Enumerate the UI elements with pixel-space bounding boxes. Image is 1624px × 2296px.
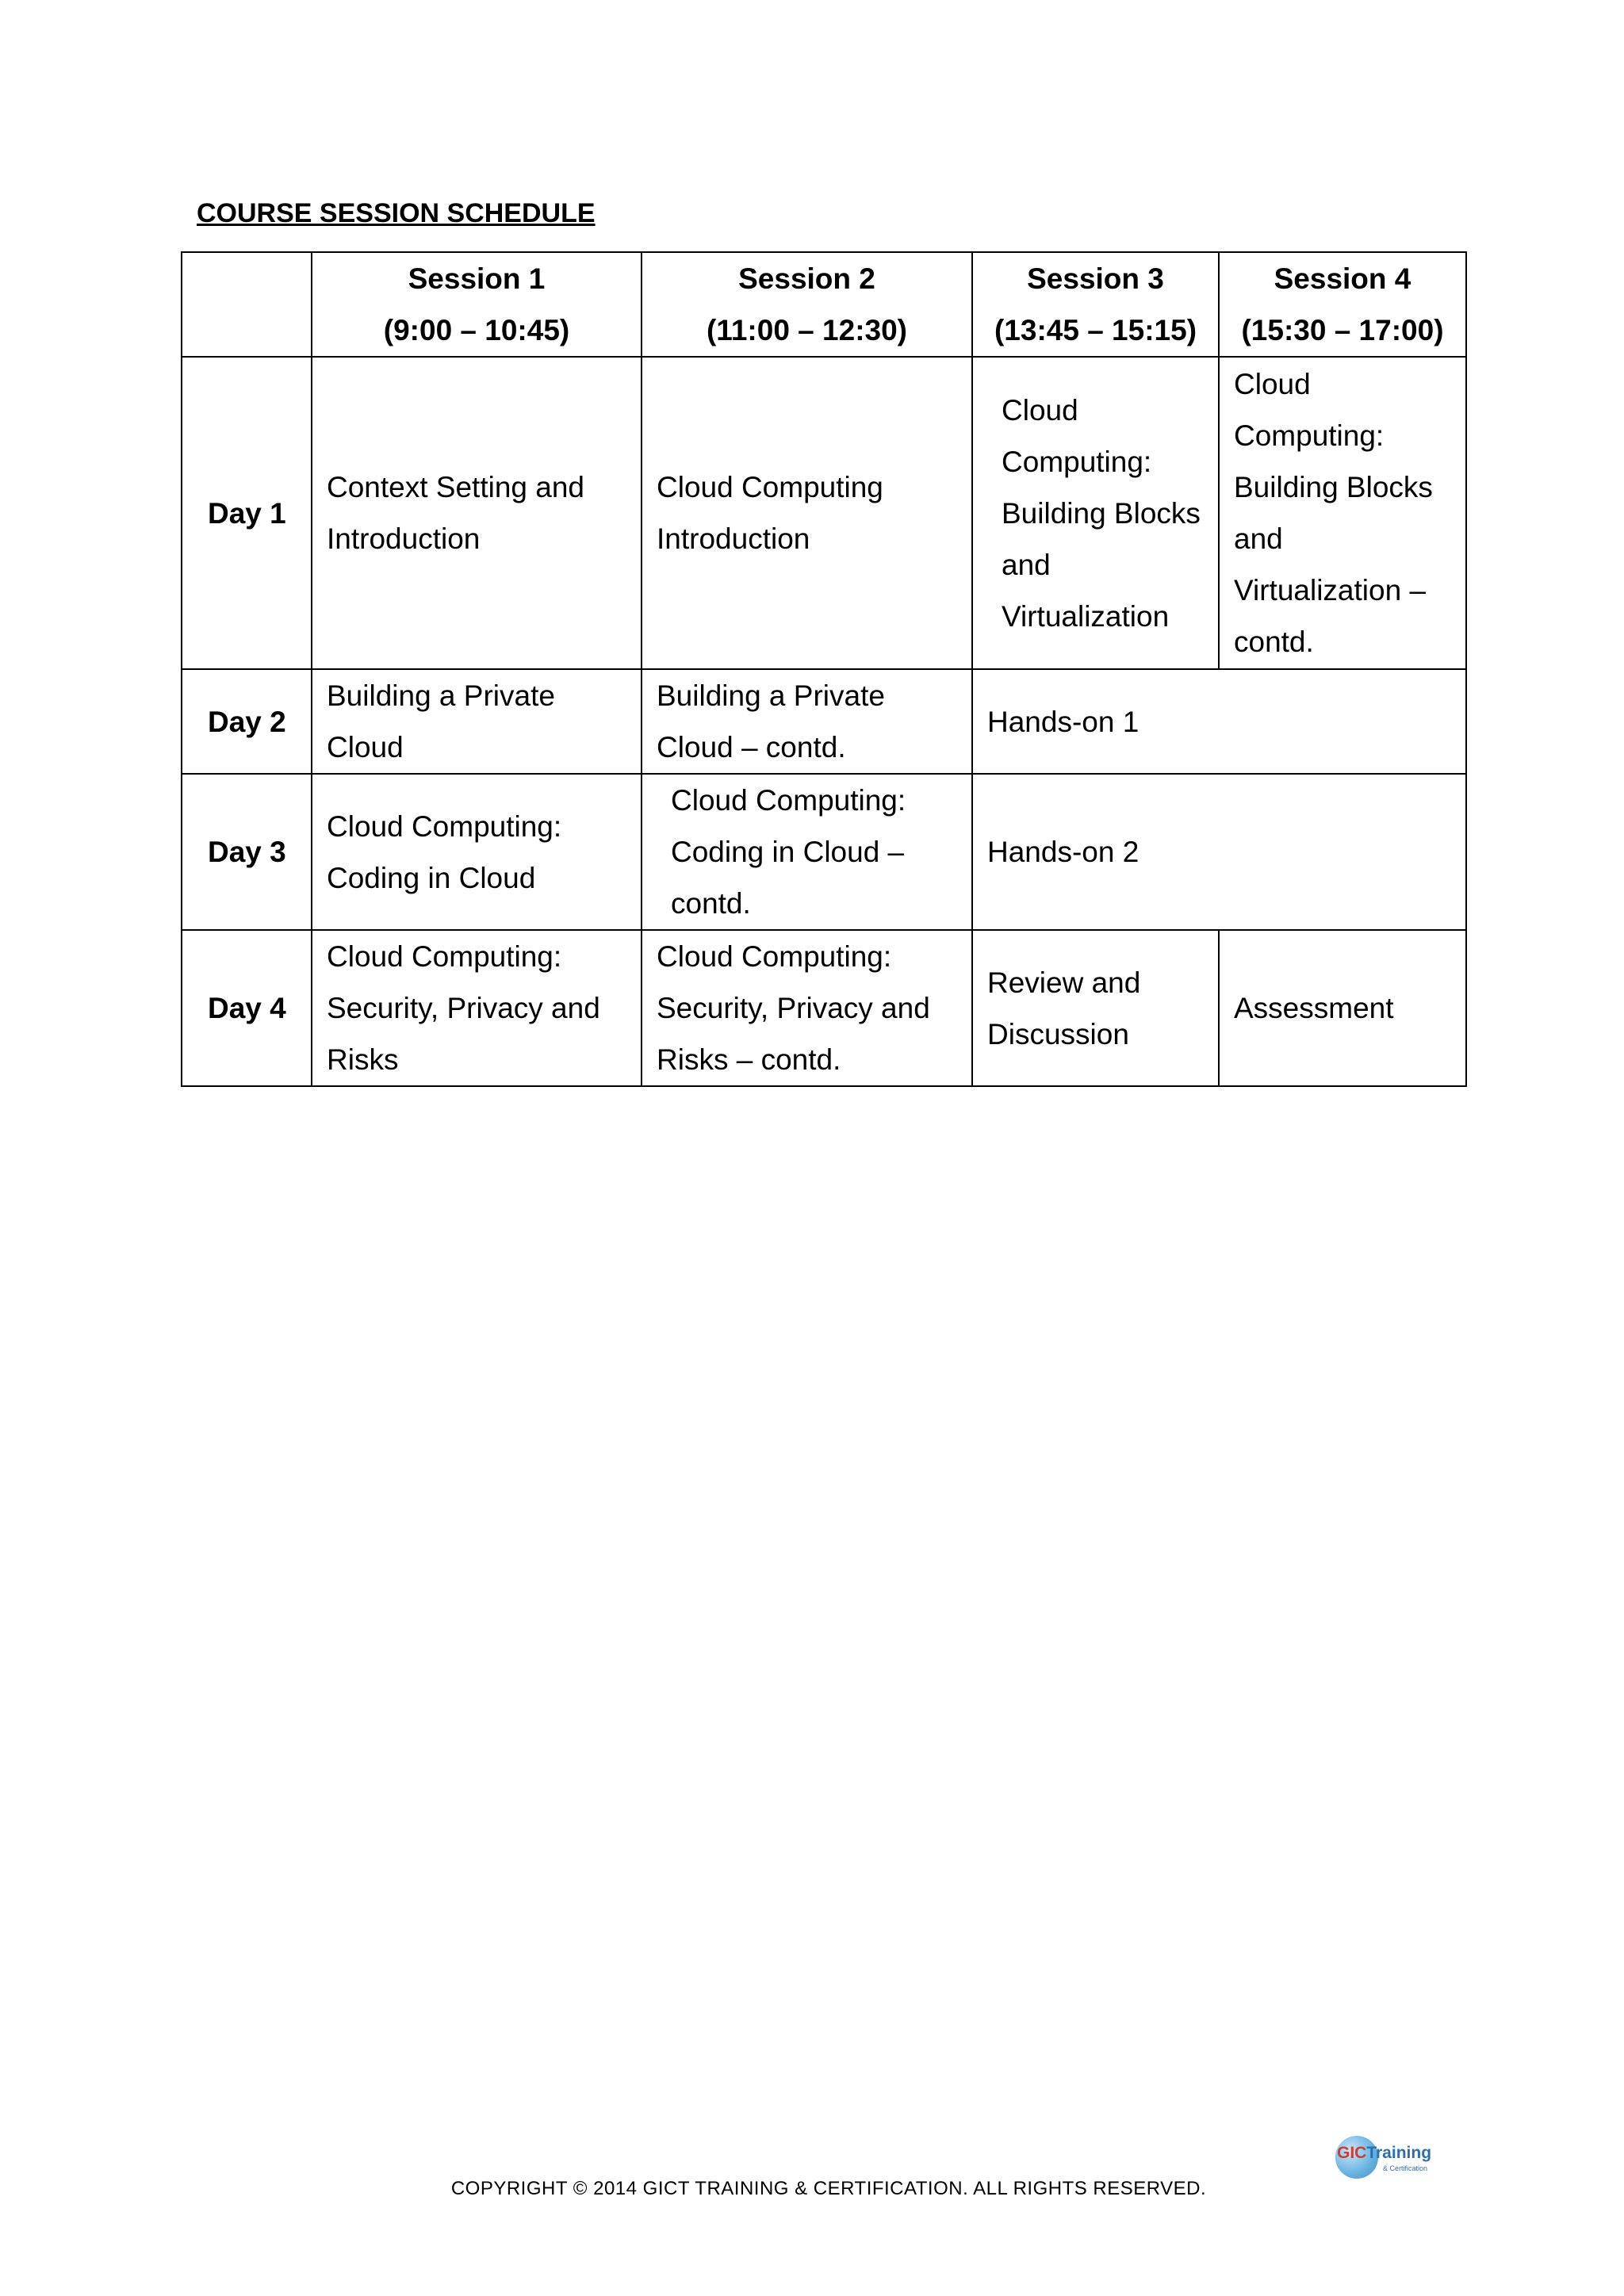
header-title: Session 2 <box>738 262 875 295</box>
session-cell <box>312 774 642 930</box>
session-cell <box>972 930 1219 1086</box>
table-header-row <box>182 252 1466 357</box>
cell-text: and <box>1234 522 1283 555</box>
cell-text: Computing: <box>1002 445 1152 478</box>
session-cell <box>642 357 972 669</box>
table-row <box>182 930 1466 1086</box>
cell-text: Review and <box>987 966 1141 999</box>
cell-text: Building a Private <box>327 679 555 712</box>
logo-subtext: & Certification <box>1383 2164 1428 2172</box>
logo-suffix: Training <box>1366 2144 1432 2162</box>
session-cell <box>312 930 642 1086</box>
cell-text: Virtualization – <box>1234 574 1427 607</box>
cell-text: Cloud <box>1234 368 1311 400</box>
cell-text: and <box>1002 548 1051 581</box>
day-label: Day 1 <box>182 357 312 669</box>
session-cell <box>312 669 642 774</box>
header-title: Session 4 <box>1274 262 1411 295</box>
corner-cell <box>182 252 312 357</box>
header-title: Session 1 <box>408 262 546 295</box>
session-cell <box>1219 357 1466 669</box>
cell-text: Security, Privacy and <box>657 992 930 1024</box>
header-session-1 <box>312 252 642 357</box>
cell-text: Cloud Computing <box>657 471 883 503</box>
cell-text: contd. <box>671 887 751 920</box>
cell-text: Security, Privacy and <box>327 992 600 1024</box>
cell-text: Building a Private <box>657 679 885 712</box>
schedule-table <box>181 251 1467 1087</box>
header-session-3 <box>972 252 1219 357</box>
cell-text: Cloud Computing: <box>327 809 562 843</box>
session-cell <box>642 774 972 930</box>
cell-text: Cloud Computing: <box>671 784 906 817</box>
cell-text: Coding in Cloud – <box>671 836 905 868</box>
logo-wordmark <box>1337 2144 1431 2163</box>
cell-text: Hands-on 2 <box>987 836 1139 868</box>
cell-text: Virtualization <box>1002 599 1170 633</box>
company-logo <box>1335 2134 1431 2182</box>
cell-text: Risks <box>327 1043 399 1076</box>
table-row <box>182 669 1466 774</box>
cell-text: Cloud – contd. <box>657 731 846 763</box>
day-label: Day 2 <box>182 669 312 774</box>
cell-text: Hands-on 1 <box>987 705 1139 738</box>
header-time: (13:45 – 15:15) <box>994 314 1197 346</box>
cell-text: Context Setting and <box>327 471 584 503</box>
session-cell <box>312 357 642 669</box>
table-row <box>182 357 1466 669</box>
cell-text: Computing: <box>1234 419 1385 452</box>
day-label: Day 4 <box>182 930 312 1086</box>
session-cell <box>1219 930 1466 1086</box>
cell-text: Cloud Computing: <box>657 940 892 973</box>
logo-prefix: GIC <box>1337 2144 1367 2162</box>
cell-text: Introduction <box>327 522 481 555</box>
copyright-footer: COPYRIGHT © 2014 GICT TRAINING & CERTIFICATION. ALL RIGHTS RESERVED. <box>450 2178 1207 2199</box>
header-time: (11:00 – 12:30) <box>706 314 907 346</box>
cell-text: Building Blocks <box>1234 471 1433 503</box>
cell-text: Risks – contd. <box>657 1043 841 1076</box>
cell-text: Building Blocks <box>1002 496 1201 530</box>
cell-text: Discussion <box>987 1017 1129 1050</box>
header-title: Session 3 <box>1027 262 1164 295</box>
table-row <box>182 774 1466 930</box>
merged-session-cell <box>972 669 1466 774</box>
header-time: (9:00 – 10:45) <box>383 314 570 346</box>
cell-text: contd. <box>1234 626 1314 658</box>
header-session-4 <box>1219 252 1466 357</box>
merged-session-cell <box>972 774 1466 930</box>
cell-text: Coding in Cloud <box>327 861 536 894</box>
cell-text: Cloud Computing: <box>327 940 562 973</box>
header-session-2 <box>642 252 972 357</box>
cell-text: Assessment <box>1234 992 1394 1024</box>
cell-text: Introduction <box>657 522 810 555</box>
session-cell <box>642 669 972 774</box>
session-cell <box>972 357 1219 669</box>
page-heading: COURSE SESSION SCHEDULE <box>197 198 596 228</box>
cell-text: Cloud <box>1002 393 1078 427</box>
day-label: Day 3 <box>182 774 312 930</box>
cell-text: Cloud <box>327 731 404 763</box>
header-time: (15:30 – 17:00) <box>1241 314 1444 346</box>
session-cell <box>642 930 972 1086</box>
